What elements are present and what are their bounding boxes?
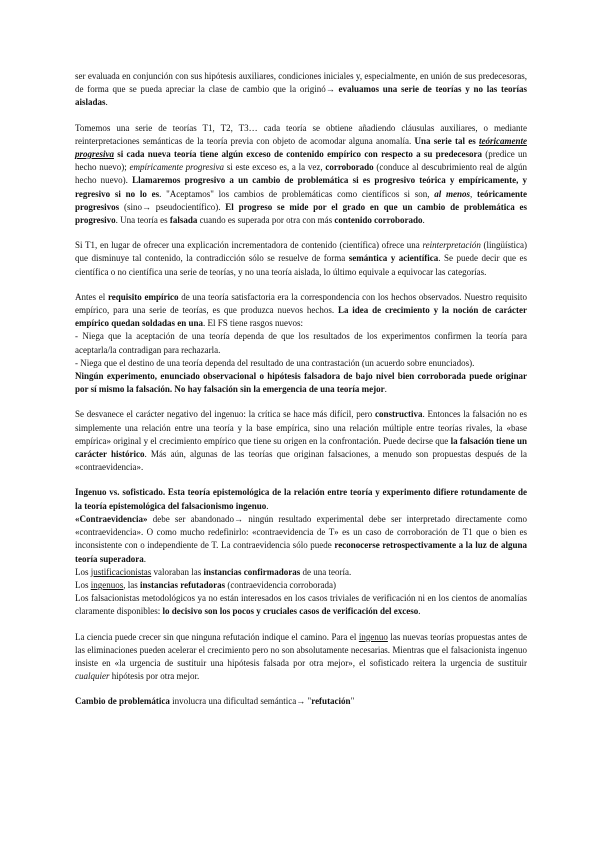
text: (sino→ pseudocientífico). (119, 201, 226, 212)
paragraph-7 (75, 631, 527, 684)
bold-italic-text: al menos (434, 188, 471, 199)
text: si este exceso es, a la vez, (224, 162, 326, 173)
text: , las (123, 579, 140, 590)
text: Los (75, 566, 91, 577)
heading-line (75, 486, 527, 512)
text: La ciencia puede crecer sin que ninguna refutación indique el camino. Para el (75, 631, 359, 642)
text: . (422, 215, 425, 226)
bold-line (75, 370, 527, 396)
contraevidencia-line (75, 513, 527, 566)
ingenuos-line (75, 579, 527, 592)
paragraph-8 (75, 695, 527, 708)
bold-text: semántica y acientífica (348, 253, 439, 264)
bold-text: teóricamente progresivos (75, 188, 527, 212)
text: cuando es superada por otra con más (197, 215, 335, 226)
text: debe ser abandonado→ ningún resultado experimental debe ser interpretado directamente como «contraevidencia». O como mucho redefinirlo: «contraevidencia de T» es un caso de corroboración de T1 que o bien es inconsistente con o independiente de T. La contraevidencia sólo puede (75, 513, 527, 551)
falsacionistas-line (75, 592, 527, 618)
text: . Se puede decir que es científica o no científica una serie de teorías, y no una teoría aislada, lo último equivale a equivocar las categorías. (75, 253, 528, 277)
text: " (350, 696, 355, 707)
bold-text: Una serie tal es (414, 135, 479, 146)
bold-text: refutación (311, 696, 351, 707)
bold-text: corroborado (325, 162, 374, 173)
underlined-text: ingenuos (90, 579, 124, 590)
text: (conduce al descubrimiento real de algún hecho nuevo). (75, 162, 527, 186)
text: Los (75, 579, 91, 590)
underlined-text: ingenuo (358, 631, 388, 642)
text: ser evaluada en conjunción con sus hipótesis auxiliares, condiciones iniciales y, especialmente, en unión de sus predecesoras, de forma que se pueda apreciar la clase de cambio que la originó (75, 71, 527, 95)
bold-text: lo decisivo son los pocos y cruciales casos de verificación del exceso (162, 606, 419, 617)
bold-text: Llamaremos progresivo a un cambio de problemática si es progresivo teórica y empíricamente, y regresivo si no lo es (75, 175, 527, 199)
text: las nuevas teorías propuestas antes de las eliminaciones pueden acelerar el crecimiento pero no son absolutamente necesarias. Mientras que el falsacionista ingenuo insiste en «la urgencia de sustituir una hipótesis falsada por otra mejor», el sofisticado reitera la urgencia de sustituir (75, 631, 527, 668)
bold-text: → evaluamos una serie de teorías y no las teorías aisladas (75, 84, 527, 108)
bold-text: constructiva (375, 409, 423, 420)
bold-text: instancias confirmadoras (203, 566, 301, 577)
text: de una teoría. (300, 566, 352, 577)
text: . Una teoría es (115, 215, 170, 226)
text: hipótesis por otra mejor. (109, 671, 200, 682)
paragraph-3 (75, 239, 527, 279)
bold-text: reconocerse retrospectivamente a la luz de alguna teoría superadora (75, 540, 528, 564)
underlined-text: justificacionistas (90, 566, 152, 577)
text: . Entonces la falsación no es simplemente una relación entre una teoría y la base empírica, sino una relación múltiple entre teorías rivales, la «base empírica» original y el crecimiento empírico que tiene su origen en la confrontación. Puede decirse que (75, 409, 527, 446)
text: . (143, 553, 146, 564)
bold-text: Cambio de problemática (75, 696, 170, 707)
bold-text: falsada (169, 215, 198, 226)
text: . "Aceptamos" los cambios de problemáticas como científicos si son, (159, 188, 435, 199)
text: (predice un hecho nuevo); (75, 149, 527, 173)
bold-text: si cada nueva teoría tiene algún exceso de contenido empírico con respecto a su predecesora (114, 149, 482, 160)
text: Tomemos una serie de teorías T1, T2, T3… cada teoría se obtiene añadiendo cláusulas auxiliares, o mediante reinterpretaciones semánticas de la teoría previa con objeto de acomodar alguna anomalía. (75, 122, 527, 146)
bold-text: la falsación tiene un carácter histórico (75, 435, 527, 460)
text: de una teoría satisfactoria era la correspondencia con los hechos observados. Nuestro requisito empírico, para una serie de teorías, es que produzca nuevos hechos. (75, 291, 527, 316)
bold-text: Ingenuo vs. sofisticado. Esta teoría epistemológica de la relación entre teoría y experimento difiere rotundamente de la teoría epistemológica del falsacionismo ingenuo (75, 487, 527, 511)
text: involucra una dificultad semántica→ " (169, 696, 312, 707)
text: , (470, 188, 478, 199)
paragraph-4 (75, 291, 527, 397)
bold-text: La idea de crecimiento y la noción de carácter empírico quedan soldadas en una (75, 305, 528, 329)
paragraph-6 (75, 486, 527, 618)
bold-text: instancias refutadoras (140, 579, 226, 590)
text: Si T1, en lugar de ofrecer una explicación incrementadora de contenido (científica) ofrece una (75, 240, 423, 251)
list-item: - Niega que la aceptación de una teoría dependa de que los resultados de los experimentos confirmen la teoría para aceptarla/la contradigan para rechazarla. (75, 331, 527, 355)
bold-text: requisito empírico (107, 291, 179, 302)
bold-text: contenido corroborado (334, 215, 423, 226)
text: . (266, 500, 269, 511)
list-item: - Niega que el destino de una teoría dependa del resultado de una contrastación (un acuerdo sobre enunciados). (75, 357, 475, 368)
text: . (418, 606, 421, 617)
document-page (75, 70, 527, 721)
bold-text: El progreso se mide por el grado en que un cambio de problemática es progresivo (75, 201, 527, 226)
text: valoraban las (151, 566, 204, 577)
paragraph-2 (75, 122, 527, 228)
text: . Más aún, algunas de las teorías que originan falsaciones, a menudo son propuestas después de la «contraevidencia». (75, 449, 527, 473)
text: (contraevidencia corroborada) (225, 579, 337, 590)
justificacionistas-line (75, 566, 527, 579)
italic-text: reinterpretación (422, 240, 481, 251)
text: . El FS tiene rasgos nuevos: (203, 318, 304, 329)
text: . (105, 97, 108, 108)
bold-text: «Contraevidencia» (75, 513, 148, 524)
text: Se desvanece el carácter negativo del ingenuo: la crítica se hace más difícil, pero (75, 409, 376, 420)
emphasis-text: teóricamente progresiva (75, 135, 527, 160)
text: Antes el (75, 291, 108, 302)
bold-text: Ningún experimento, enunciado observacional o hipótesis falsadora de bajo nivel bien corroborada puede originar por sí mismo la falsación. No hay falsación sin la emergencia de una teoría mejor (75, 371, 527, 395)
paragraph-5 (75, 408, 527, 474)
text: (lingüística) que disminuye tal contenido, la contradicción sólo se resuelve de forma (75, 240, 527, 264)
paragraph-1 (75, 70, 527, 110)
italic-text: cualquier (75, 671, 110, 682)
text: Los falsacionistas metodológicos ya no están interesados en los casos triviales de verificación ni en los cientos de anomalías claramente disponibles: (75, 593, 527, 617)
text: . (384, 384, 387, 395)
italic-text: empíricamente progresiva (129, 162, 224, 173)
